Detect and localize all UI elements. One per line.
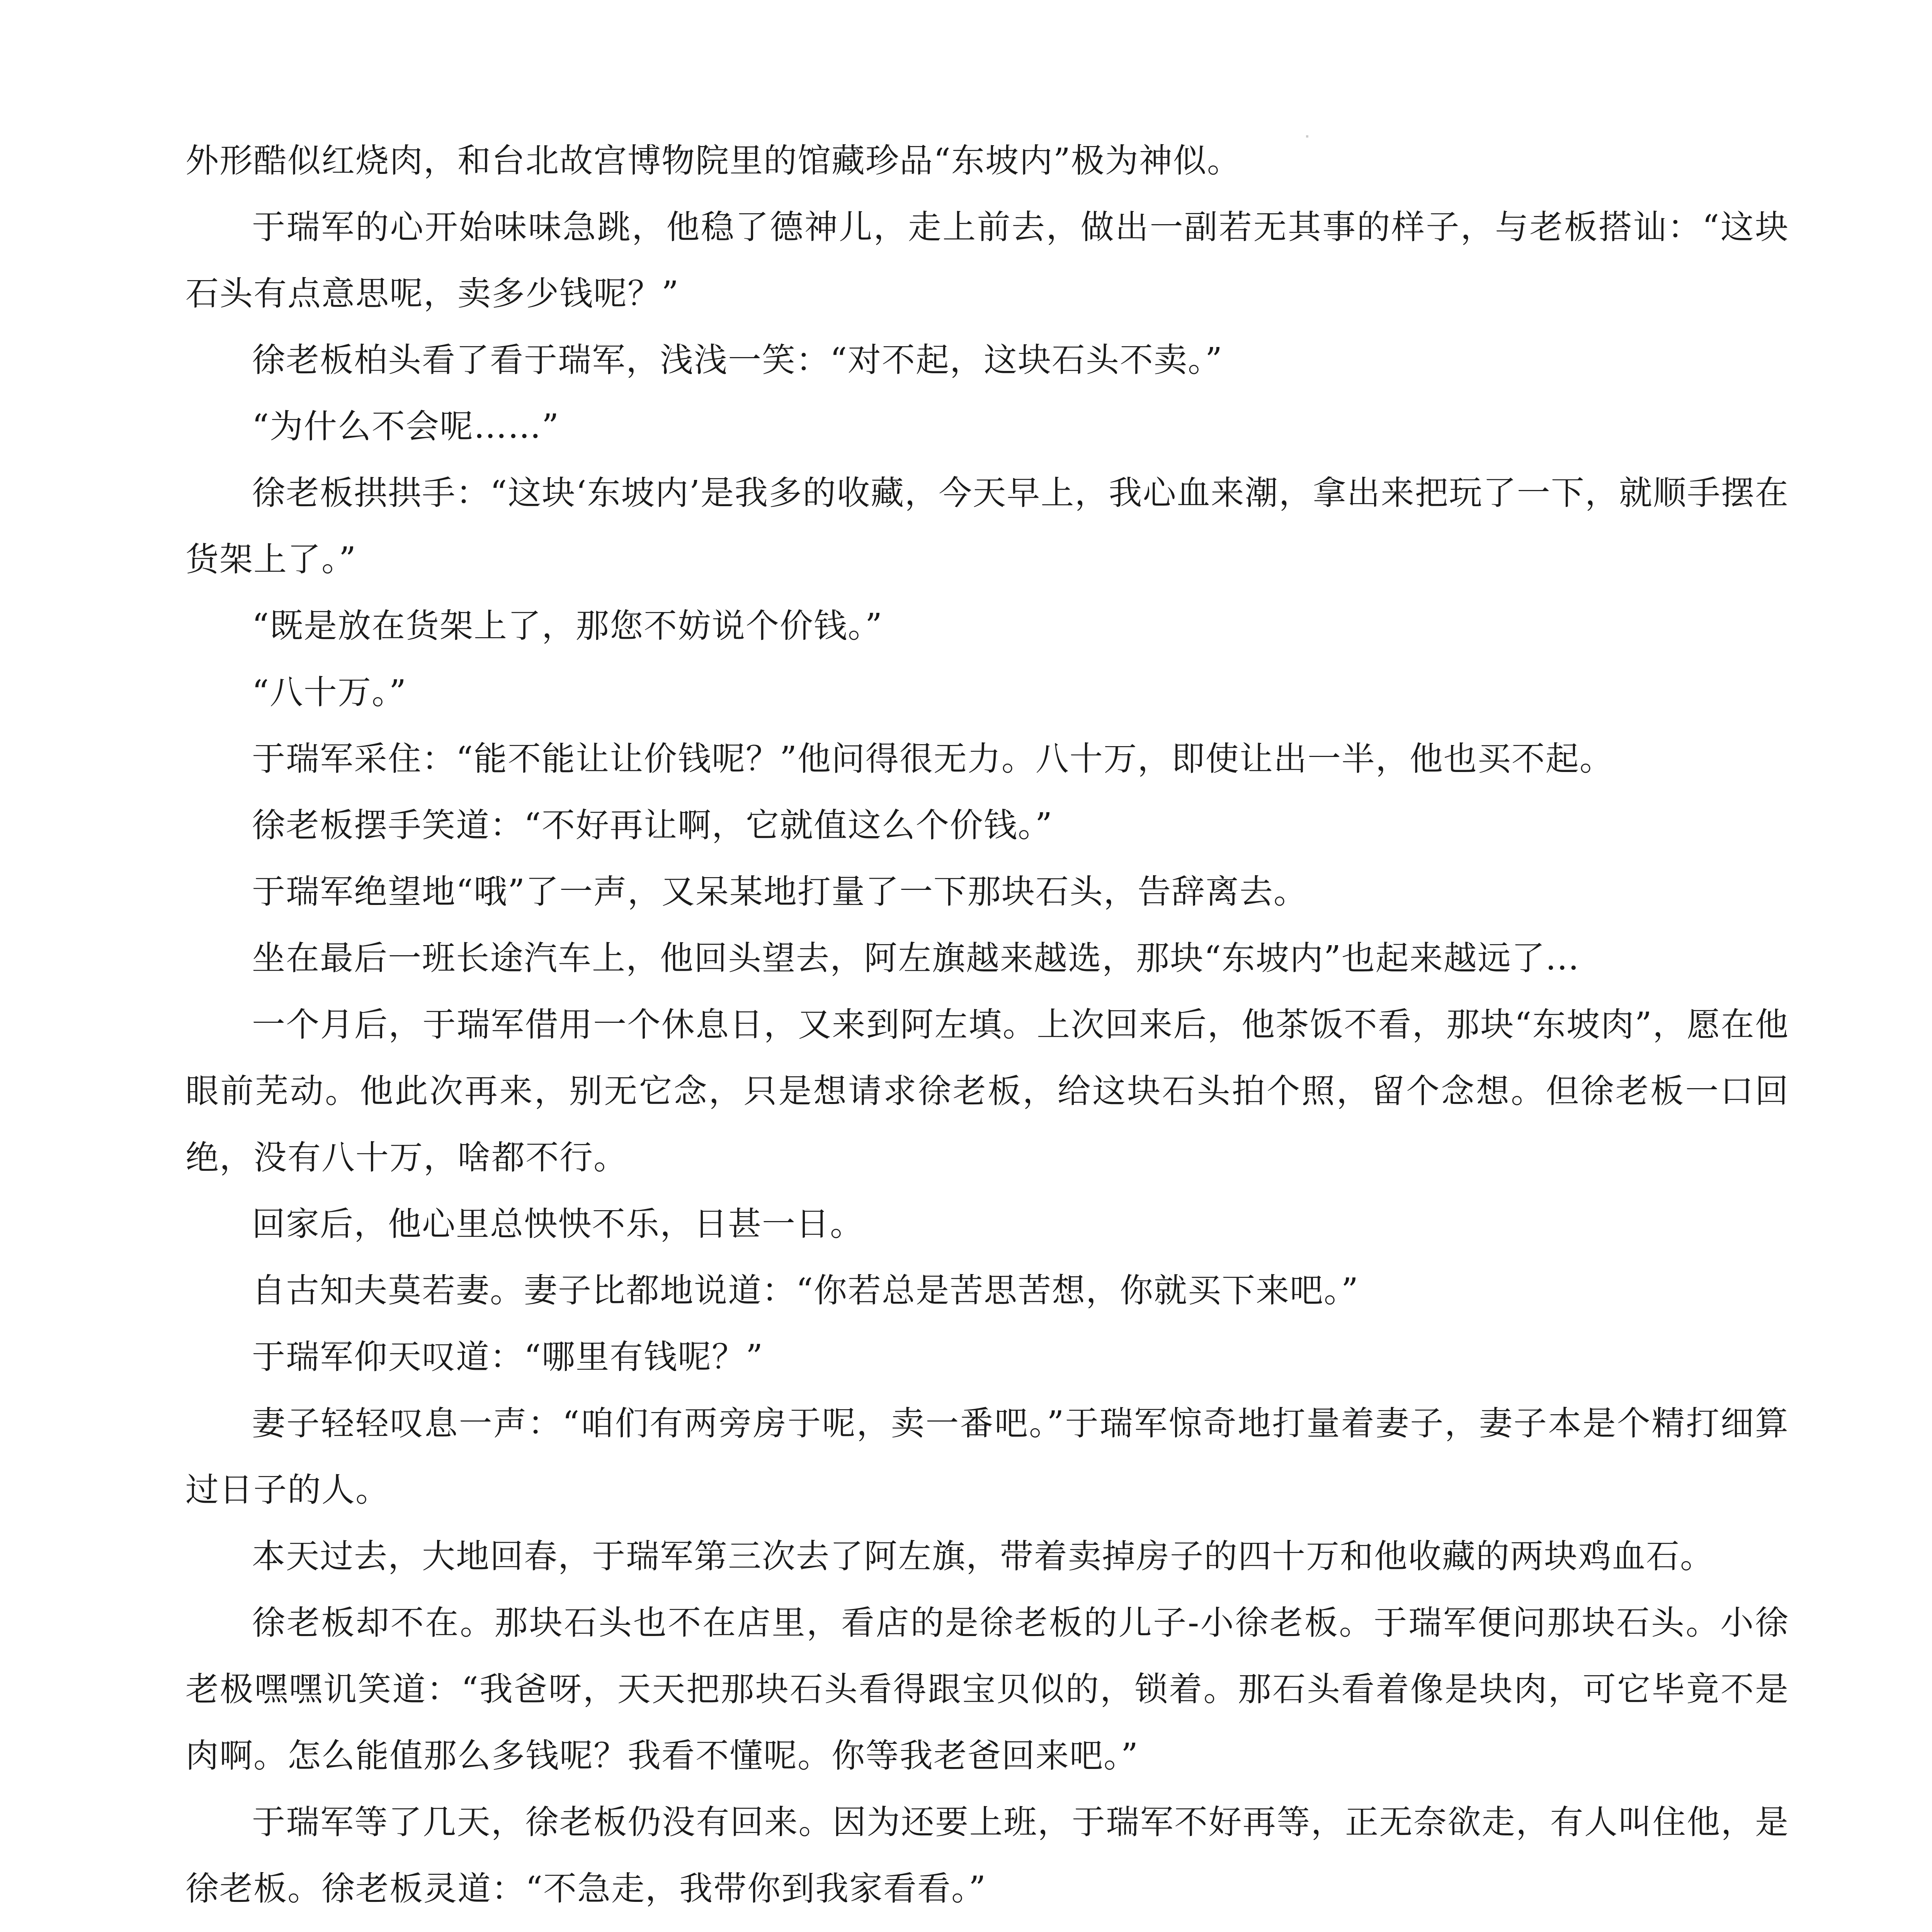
paragraph: 徐老板却不在。那块石头也不在店里，看店的是徐老板的儿子-小徐老板。于瑞军便问那块石头。小徐老极嘿嘿讥笑道：“我爸呀，天天把那块石头看得跟宝贝似的，锁着。那石头看着像是块肉，可它毕竟不是肉啊。怎么能值那么多钱呢？我看不懂呢。你等我老爸回来吧。” xyxy=(185,1604,1789,1775)
paragraph: “八十万。” xyxy=(252,673,407,712)
paragraph: 坐在最后一班长途汽车上，他回头望去，阿左旗越来越选，那块“东坡内”也起来越远了... xyxy=(252,939,1580,978)
paragraph: 回家后，他心里总怏怏不乐，日甚一日。 xyxy=(252,1205,864,1243)
paragraph: 于瑞军仰天叹道：“哪里有钱呢？” xyxy=(252,1338,764,1376)
paragraph xyxy=(185,1922,1789,1932)
paragraph: 徐老板拱拱手：“这块‘东坡内’是我多的收藏，今天早上，我心血来潮，拿出来把玩了一下，就顺手摆在货架上了。” xyxy=(185,474,1789,579)
paragraph: 于瑞军的心开始味味急跳，他稳了德神儿，走上前去，做出一副若无其事的样子，与老板搭讪：“这块石头有点意思呢，卖多少钱呢？” xyxy=(185,208,1789,313)
paragraph: 一个月后，于瑞军借用一个休息日，又来到阿左填。上次回来后，他茶饭不看，那块“东坡肉”，愿在他眼前芜动。他此次再来，别无它念，只是想请求徐老板，给这块石头拍个照，留个念想。但徐老板一口回绝，没有八十万，啥都不行。 xyxy=(185,1005,1789,1177)
paragraph: 徐老板柏头看了看于瑞军，浅浅一笑：“对不起，这块石头不卖。” xyxy=(252,341,1223,379)
paragraph: 于瑞军采住：“能不能让让价钱呢？”他问得很无力。八十万，即使让出一半，他也买不起。 xyxy=(252,740,1614,778)
paragraph: 于瑞军等了几天，徐老板仍没有回来。因为还要上班，于瑞军不好再等，正无奈欲走，有人叫住他，是徐老板。徐老板灵道：“不急走，我带你到我家看看。” xyxy=(185,1803,1789,1908)
document-body xyxy=(185,128,1789,1932)
paragraph: 本天过去，大地回春，于瑞军第三次去了阿左旗，带着卖掉房子的四十万和他收藏的两块鸡血石。 xyxy=(252,1537,1714,1576)
paragraph: 徐老板摆手笑道：“不好再让啊，它就值这么个价钱。” xyxy=(252,806,1053,845)
paragraph: 自古知夫莫若妻。妻子比都地说道：“你若总是苦思苦想，你就买下来吧。” xyxy=(252,1271,1359,1310)
paragraph: 于瑞军绝望地“哦”了一声，又呆某地打量了一下那块石头，告辞离去。 xyxy=(252,872,1308,911)
paragraph: “既是放在货架上了，那您不妨说个价钱。” xyxy=(252,607,883,645)
paragraph: “为什么不会呢……” xyxy=(252,407,560,446)
paragraph: 外形酷似红烧肉，和台北故宫博物院里的馆藏珍品“东坡内”极为神似。 xyxy=(185,141,1241,180)
paragraph: 妻子轻轻叹息一声：“咱们有两旁房于呢，卖一番吧。”于瑞军惊奇地打量着妻子，妻子本是个精打细算过日子的人。 xyxy=(185,1404,1789,1509)
